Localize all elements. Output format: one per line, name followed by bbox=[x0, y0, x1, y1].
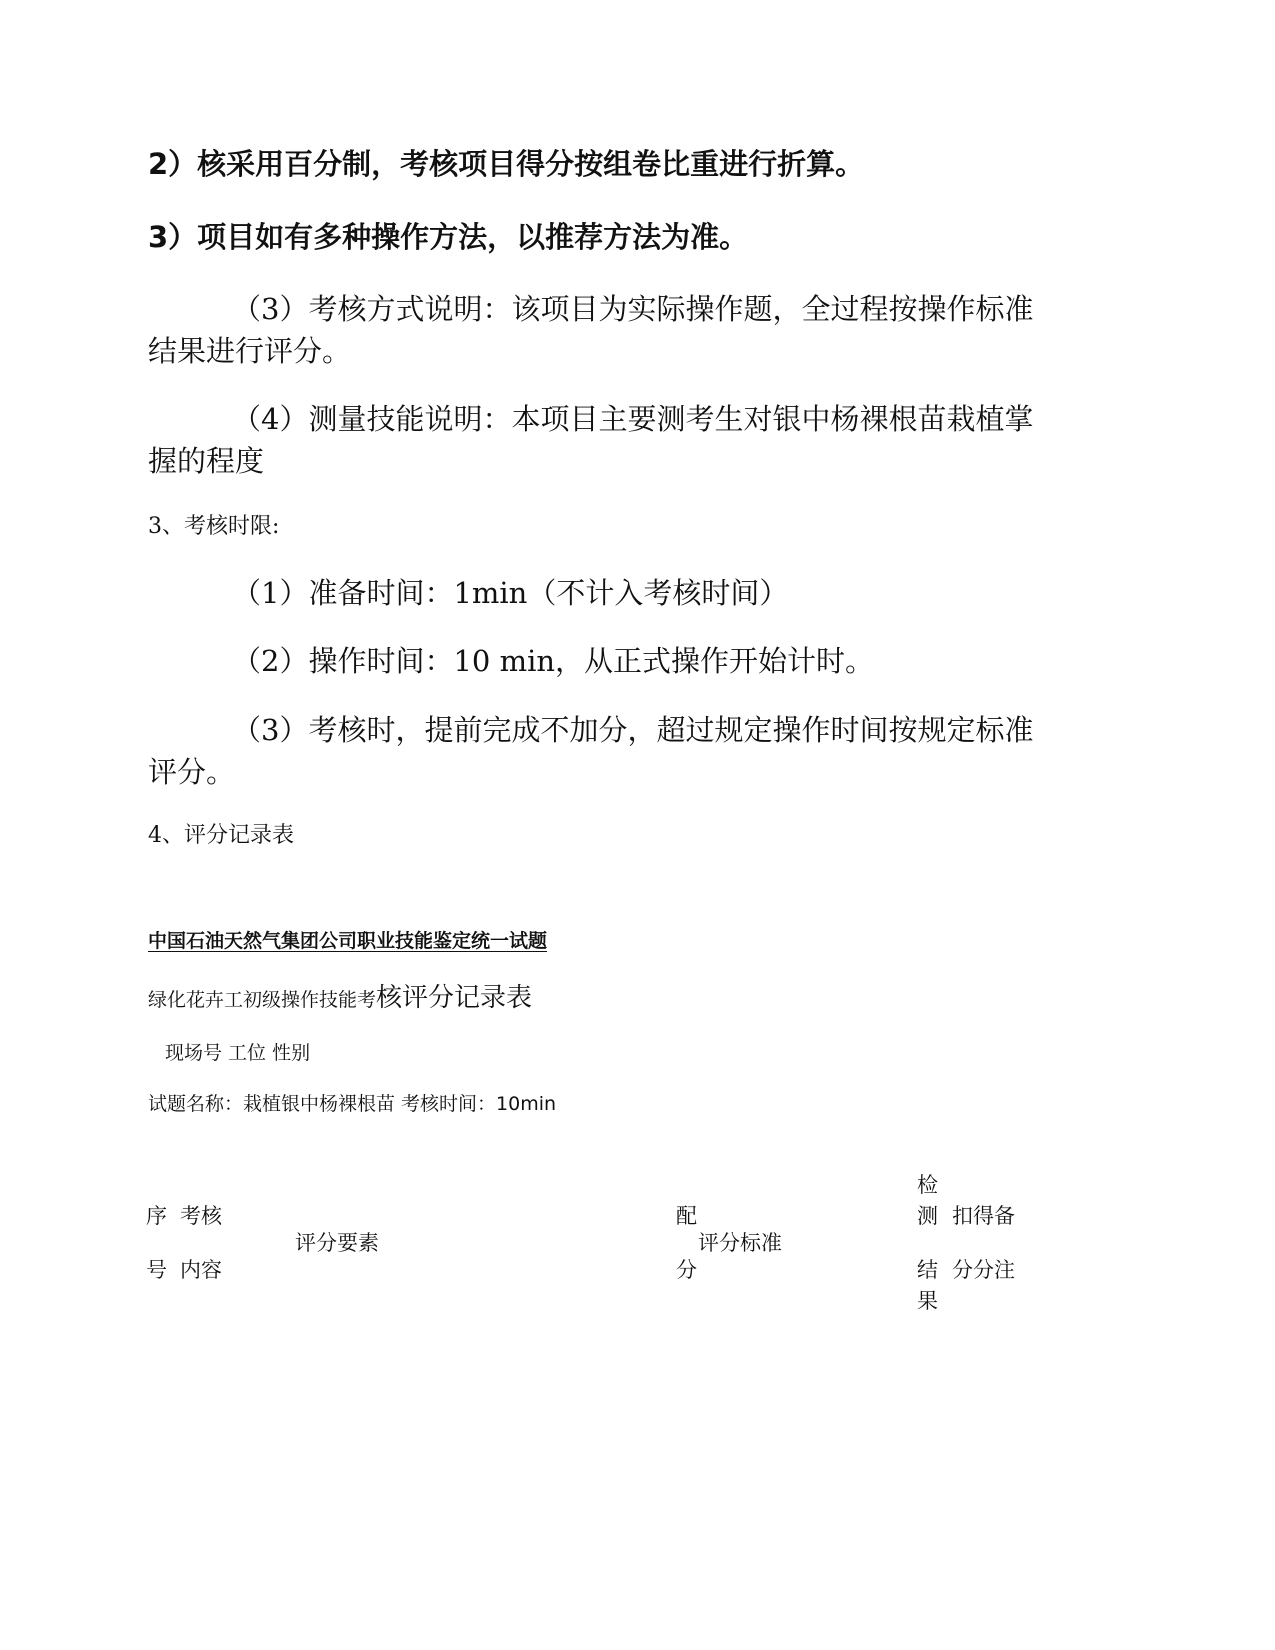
form-fields: 现场号 工位 性别 bbox=[165, 1042, 311, 1064]
skill-desc-line1: （4）测量技能说明：本项目主要测考生对银中杨裸根苗栽植掌 bbox=[232, 402, 1034, 436]
bold-item-2: 2）核采用百分制，考核项目得分按组卷比重进行折算。 bbox=[148, 147, 865, 181]
form-title-a: 绿化花卉工初级操作技能考 bbox=[148, 989, 377, 1011]
assessment-method-line2: 结果进行评分。 bbox=[148, 334, 352, 368]
assessment-method-line1: （3）考核方式说明：该项目为实际操作题，全过程按操作标准 bbox=[232, 292, 1034, 326]
th-check-d: 果 bbox=[917, 1289, 938, 1313]
bold-item-3: 3）项目如有多种操作方法，以推荐方法为准。 bbox=[148, 220, 749, 254]
th-deduct-a: 扣得备 bbox=[952, 1204, 1015, 1228]
th-seq-a: 序 bbox=[146, 1204, 167, 1228]
th-check-c: 结 bbox=[917, 1258, 938, 1282]
th-score-a: 配 bbox=[676, 1204, 697, 1228]
th-check-b: 测 bbox=[917, 1204, 938, 1228]
th-score-b: 分 bbox=[676, 1258, 697, 1282]
th-elements: 评分要素 bbox=[295, 1231, 379, 1255]
exam-info: 试题名称：栽植银中杨裸根苗 考核时间：10min bbox=[148, 1093, 557, 1115]
time-rule-line1: （3）考核时，提前完成不加分，超过规定操作时间按规定标准 bbox=[232, 713, 1034, 747]
prep-time: （1）准备时间：1min（不计入考核时间） bbox=[232, 576, 789, 610]
time-limit-heading: 3、考核时限: bbox=[148, 514, 280, 539]
form-title-b: 核评分记录表 bbox=[376, 983, 533, 1013]
th-seq-b: 号 bbox=[146, 1258, 167, 1282]
th-standard: 评分标准 bbox=[698, 1231, 782, 1255]
time-rule-line2: 评分。 bbox=[148, 755, 236, 789]
th-check-a: 检 bbox=[917, 1173, 938, 1197]
operation-time: （2）操作时间：10 min，从正式操作开始计时。 bbox=[232, 644, 875, 678]
th-content-b: 内容 bbox=[180, 1258, 222, 1282]
th-deduct-b: 分分注 bbox=[952, 1258, 1015, 1282]
skill-desc-line2: 握的程度 bbox=[148, 444, 265, 478]
record-heading: 4、评分记录表 bbox=[148, 823, 294, 848]
form-title bbox=[148, 985, 532, 1011]
th-content-a: 考核 bbox=[180, 1204, 222, 1228]
form-org: 中国石油天然气集团公司职业技能鉴定统一试题 bbox=[148, 930, 548, 952]
